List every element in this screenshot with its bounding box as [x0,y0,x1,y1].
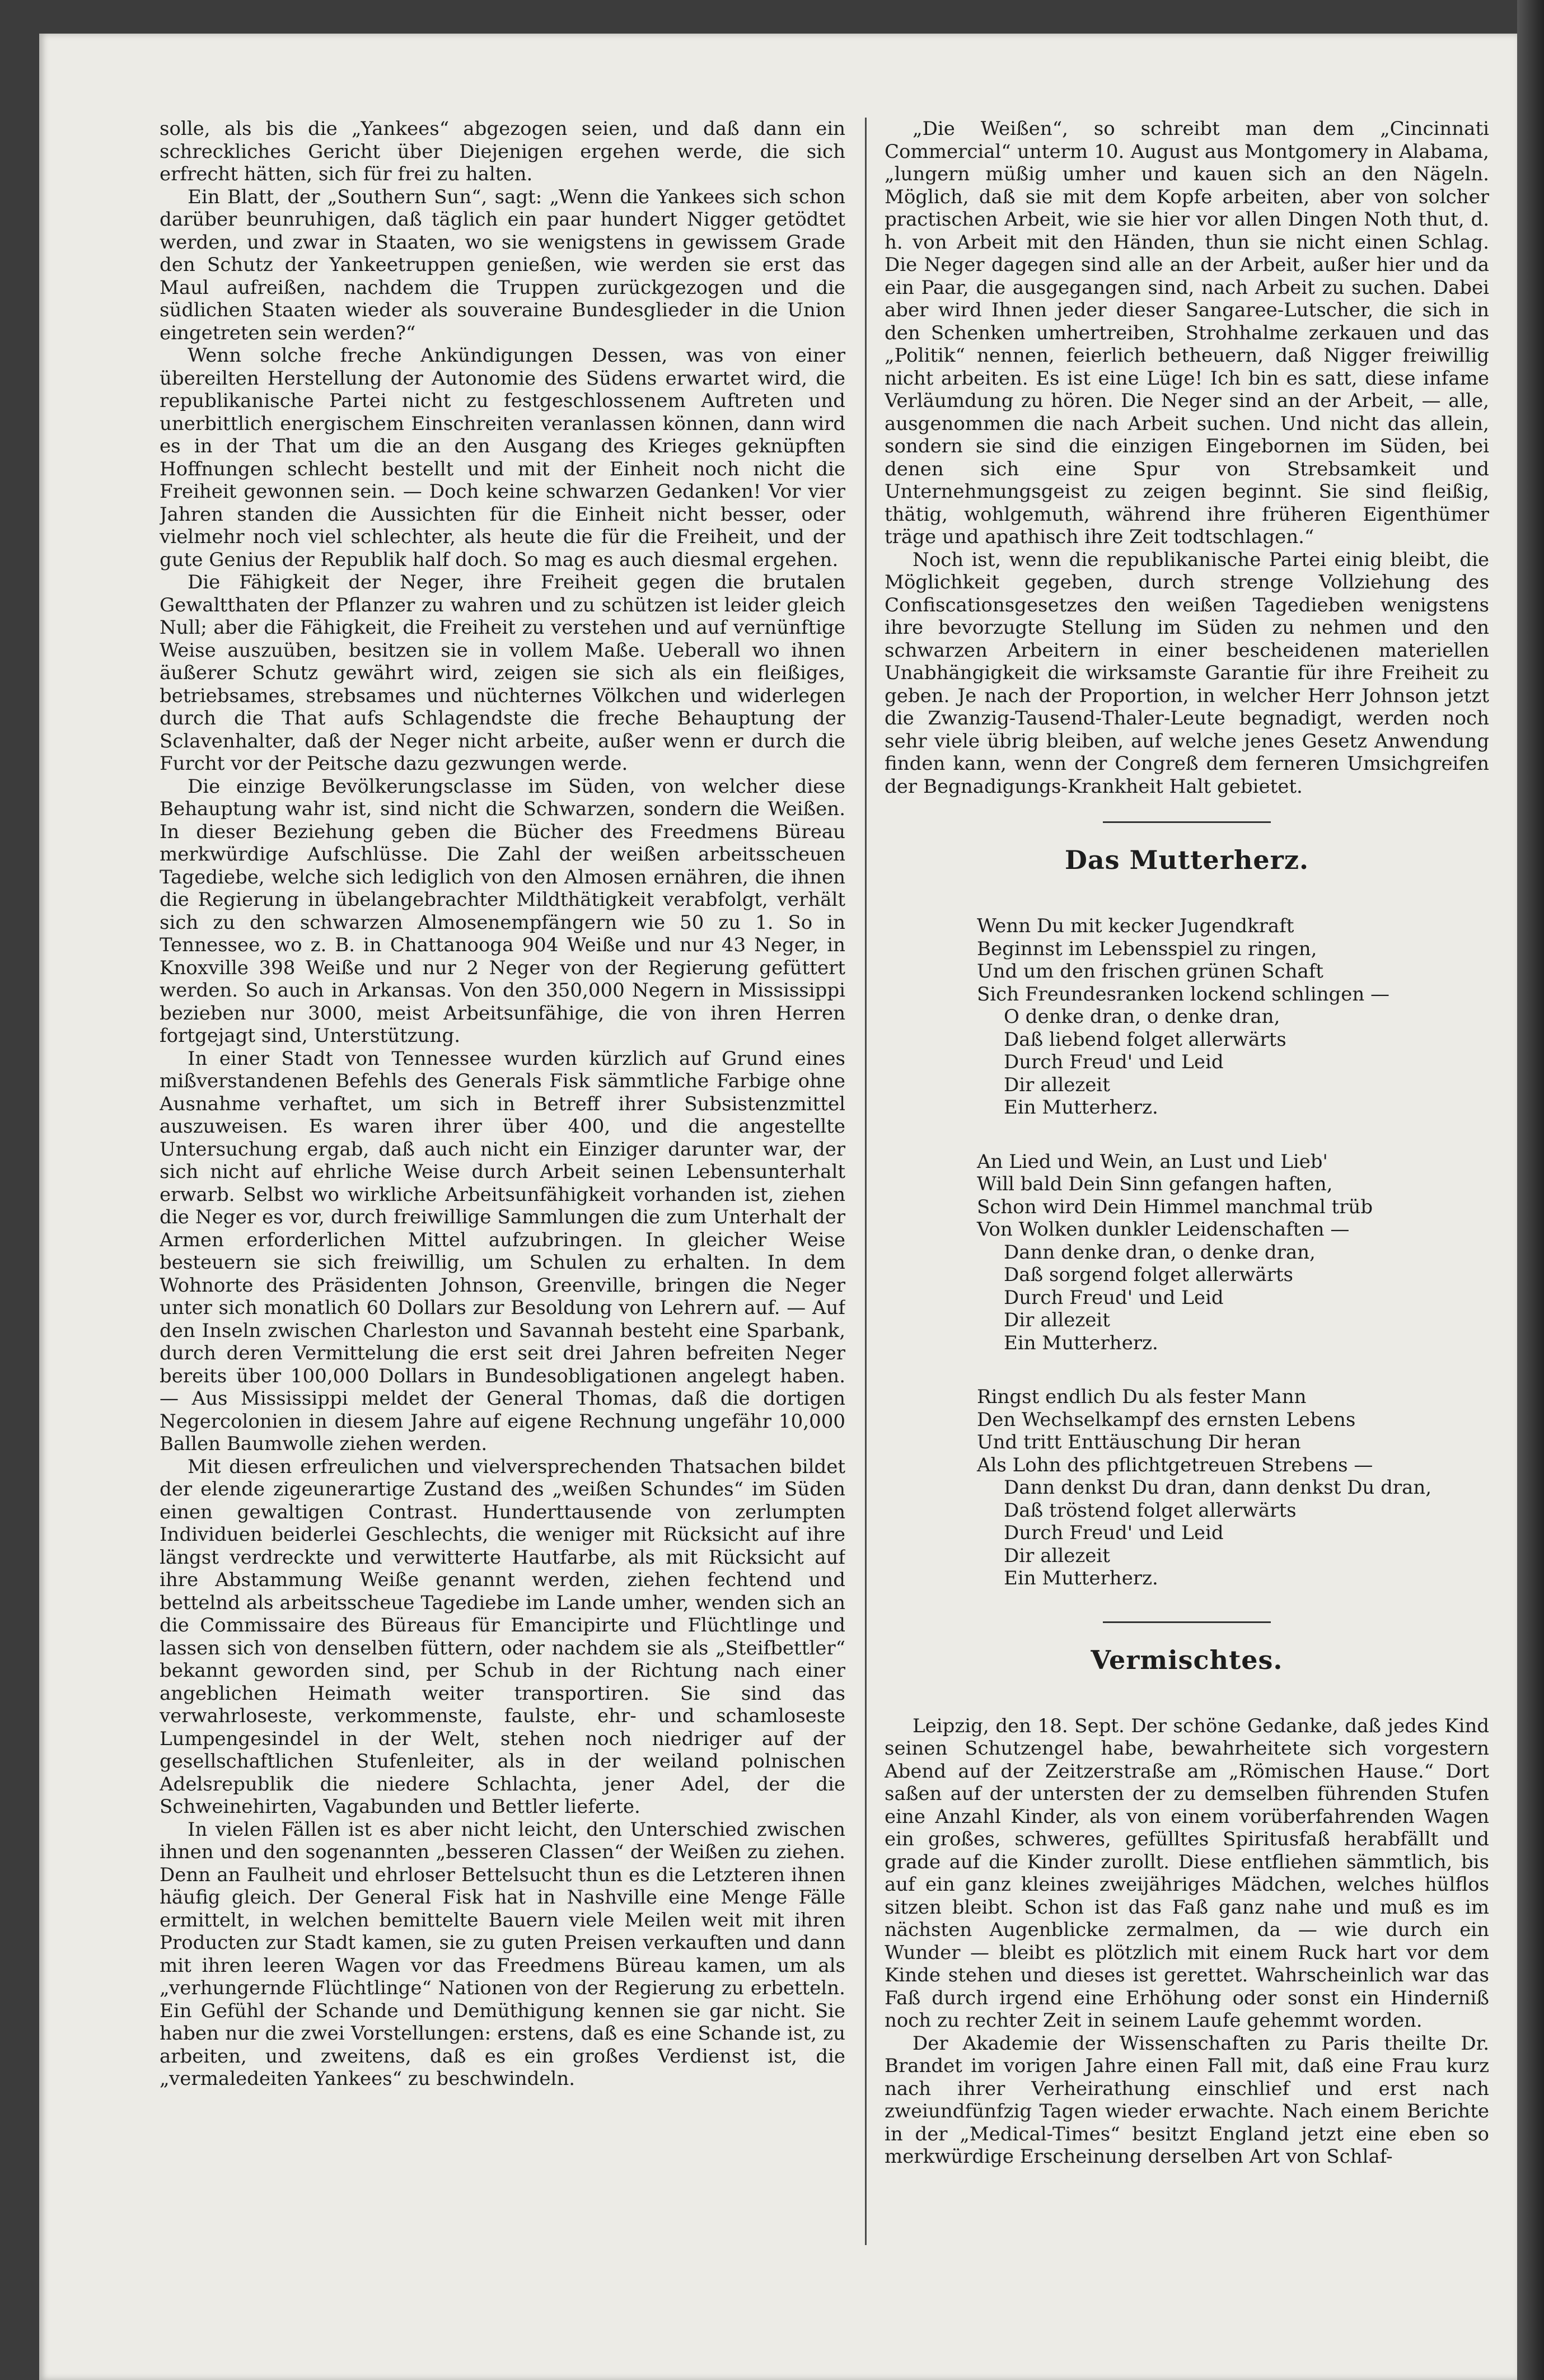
poem-stanza [977,1386,1489,1590]
poem-line: Dann denke dran, o denke dran, [1004,1241,1316,1264]
poem-line: Dir allezeit [1004,1073,1110,1096]
poem-line: Dir allezeit [1004,1309,1110,1331]
poem [977,915,1489,1590]
scan-edge [1517,0,1544,2380]
poem-stanza [977,915,1489,1119]
poem-line: Daß sorgend folget allerwärts [1004,1264,1293,1286]
poem-line: An Lied und Wein, an Lust und Lieb' [977,1150,1328,1173]
poem-line: Dir allezeit [1004,1544,1110,1567]
paragraph: Die einzige Bevölkerungsclasse im Süden, von welcher diese Behauptung wahr ist, sind nicht die Schwarzen, sondern die Weißen. In dieser Beziehung geben die Bücher des Freedmens Büreau merkwürdige Aufschlüsse. Die Zahl der weißen arbeitsscheuen Tagediebe, welche sich lediglich von den Almosen ernähren, die ihnen die Regierung in übelangebrachter Mildthätigkeit verabfolgt, verhält sich zu den schwarzen Almosenempfängern wie 50 zu 1. So in Tennessee, wo z. B. in Chattanooga 904 Weiße und nur 43 Neger, in Knoxville 398 Weiße und nur 2 Neger von der Regierung gefüttert werden. So auch in Arkansas. Von den 350,000 Negern in Mississippi bezieben nur 3000, meist Arbeitsunfähige, die von ihren Herren fortgejagt sind, Unterstützung. [160,775,845,1047]
paragraph: Wenn solche freche Ankündigungen Dessen, was von einer übereilten Herstellung der Autonomie des Südens erwartet wird, die republikanische Partei nicht zu festgeschlossenem Auftreten und unerbittlich energischem Einschreiten veranlassen können, dann wird es in der That um die an den Ausgang des Krieges geknüpften Hoffnungen schlecht bestellt und mit der Einheit noch nicht die Freiheit gewonnen sein. — Doch keine schwarzen Gedanken! Vor vier Jahren standen die Aussichten für die Einheit nicht besser, oder vielmehr noch viel schlechter, als heute die für die Freiheit, und der gute Genius der Republik half doch. So mag es auch diesmal ergehen. [160,344,845,571]
paragraph: „Die Weißen“, so schreibt man dem „Cincinnati Commercial“ unterm 10. August aus Montgomery in Alabama, „lungern müßig umher und kauen sich an den Nägeln. Möglich, daß sie mit dem Kopfe arbeiten, aber von solcher practischen Arbeit, wie sie hier vor allen Dingen Noth thut, d. h. von Arbeit mit den Händen, thun sie nicht einen Schlag. Die Neger dagegen sind alle an der Arbeit, außer hier und da ein Paar, die ausgegangen sind, nach Arbeit zu suchen. Dabei aber wird Ihnen jeder dieser Sangaree-Lutscher, die sich in den Schenken umhertreiben, Strohhalme zerkauen und das „Politik“ nennen, feierlich betheuern, daß Nigger freiwillig nicht arbeiten. Es ist eine Lüge! Ich bin es satt, diese infame Verläumdung zu hören. Die Neger sind an der Arbeit, — alle, ausgenommen die nach Arbeit suchen. Und nicht das allein, sondern sie sind die einzigen Eingebornen im Süden, bei denen sich eine Spur von Strebsamkeit und Unternehmungsgeist zu zeigen beginnt. Sie sind fleißig, thätig, wohlgemuth, während ihre früheren Eigenthümer träge und apathisch ihre Zeit todtschlagen.“ [885,118,1489,548]
poem-line: Daß tröstend folget allerwärts [1004,1499,1297,1522]
paragraph: Ein Blatt, der „Southern Sun“, sagt: „Wenn die Yankees sich schon darüber beunruhigen, daß täglich ein paar hundert Nigger getödtet werden, und zwar in Staaten, wo sie wenigstens in gewissem Grade den Schutz der Yankeetruppen genießen, wie werden sie erst das Maul aufreißen, nachdem die Truppen zurückgezogen und die südlichen Staaten wieder als souveraine Bundesglieder in die Union eingetreten sein werden?“ [160,185,845,344]
poem-line: Beginnst im Lebensspiel zu ringen, [977,937,1317,960]
paragraph: Leipzig, den 18. Sept. Der schöne Gedanke, daß jedes Kind seinen Schutzengel habe, bewahrheitete sich vorgestern Abend auf der Zeitzerstraße am „Römischen Hause.“ Dort saßen auf der untersten der zu demselben führenden Stufen eine Anzahl Kinder, als von einem vorüberfahrenden Wagen ein großes, schweres, gefülltes Spiritusfaß herabfällt und grade auf die Kinder zurollt. Diese entfliehen sämmtlich, bis auf ein ganz kleines zweijähriges Mädchen, welches hülflos sitzen bleibt. Schon ist das Faß ganz nahe und muß es im nächsten Augenblicke zermalmen, da — wie durch ein Wunder — bleibt es plötzlich mit einem Ruck hart vor dem Kinde stehen und dieses ist gerettet. Wahrscheinlich war das Faß durch irgend eine Erhöhung oder sonst ein Hinderniß noch zu rechter Zeit in seinem Laufe gehemmt worden. [885,1714,1489,2032]
poem-line: Durch Freud' und Leid [1004,1051,1224,1073]
poem-line: Den Wechselkampf des ernsten Lebens [977,1408,1356,1431]
poem-line: Will bald Dein Sinn gefangen haften, [977,1173,1333,1195]
poem-line: Und um den frischen grünen Schaft [977,960,1323,983]
poem-line: Schon wird Dein Himmel manchmal trüb [977,1195,1373,1218]
paragraph: In einer Stadt von Tennessee wurden kürzlich auf Grund eines mißverstandenen Befehls des Generals Fisk sämmtliche Farbige ohne Ausnahme verhaftet, um sich in Betreff ihrer Subsistenzmittel auszuweisen. Es waren ihrer über 400, und die angestellte Untersuchung ergab, daß auch nicht ein Einziger darunter war, der sich nicht auf ehrliche Weise durch Arbeit seinen Lebensunterhalt erwarb. Selbst wo wirkliche Arbeitsunfähigkeit vorhanden ist, ziehen die Neger es vor, durch freiwillige Sammlungen die zum Unterhalt der Armen erforderlichen Mittel aufzubringen. In gleicher Weise besteuern sie sich freiwillig, um Schulen zu erhalten. In dem Wohnorte des Präsidenten Johnson, Greenville, bringen die Neger unter sich monatlich 60 Dollars zur Besoldung von Lehrern auf. — Auf den Inseln zwischen Charleston und Savannah besteht eine Sparbank, durch deren Vermittelung die erst seit drei Jahren befreiten Neger bereits über 100,000 Dollars in Bundesobligationen angelegt haben. — Aus Mississippi meldet der General Thomas, daß die dortigen Negercolonien in diesem Jahre auf eigene Rechnung ungefähr 10,000 Ballen Baumwolle ziehen werden. [160,1047,845,1455]
paragraph: Die Fähigkeit der Neger, ihre Freiheit gegen die brutalen Gewaltthaten der Pflanzer zu wahren und zu schützen ist leider gleich Null; aber die Fähigkeit, die Freiheit zu verstehen und auf vernünftige Weise auszuüben, besitzen sie in vollem Maße. Ueberall wo ihnen äußerer Schutz gewährt wird, zeigen sie sich als ein fleißiges, betriebsames, strebsames und nüchternes Völkchen und widerlegen durch die That aufs Schlagendste die freche Behauptung der Sclavenhalter, daß der Neger nicht arbeite, außer wenn er durch die Furcht vor der Peitsche dazu gezwungen werde. [160,571,845,775]
section-rule [1103,821,1271,823]
poem-line: Dann denkst Du dran, dann denkst Du dran, [1004,1476,1432,1499]
misc-title: Vermischtes. [1091,1644,1283,1675]
paragraph: Noch ist, wenn die republikanische Partei einig bleibt, die Möglichkeit gegeben, durch strenge Vollziehung des Confiscationsgesetzes den weißen Tagedieben wenigstens ihre bevorzugte Stellung im Süden zu nehmen und den schwarzen Arbeitern in einer bescheidenen materiellen Unabhängigkeit die wirksamste Garantie für ihre Freiheit zu geben. Je nach der Proportion, in welcher Herr Johnson jetzt die Zwanzig-Tausend-Thaler-Leute begnadigt, werden noch sehr viele übrig bleiben, auf welche jenes Gesetz Anwendung finden kann, wenn der Congreß dem ferneren Umsichgreifen der Begnadigungs-Krankheit Halt gebietet. [885,548,1489,798]
poem-line: Ringst endlich Du als fester Mann [977,1386,1307,1408]
paragraph: Der Akademie der Wissenschaften zu Paris theilte Dr. Brandet im vorigen Jahre einen Fall mit, daß eine Frau kurz nach ihrer Verheirathung einschlief und erst nach zweiundfünfzig Tagen wieder erwachte. Nach einem Berichte in der „Medical-Times“ besitzt England jetzt eine eben so merkwürdige Erscheinung derselben Art von Schlaf- [885,2032,1489,2168]
poem-line: Und tritt Enttäuschung Dir heran [977,1431,1301,1453]
paragraph: In vielen Fällen ist es aber nicht leicht, den Unterschied zwischen ihnen und den sogenannten „besseren Classen“ der Weißen zu ziehen. Denn an Faulheit und ehrloser Bettelsucht thun es die Letzteren ihnen häufig gleich. Der General Fisk hat in Nashville eine Menge Fälle ermittelt, in welchen bemittelte Bauern viele Meilen weit mit ihren Producten zur Stadt kamen, sie zu guten Preisen verkauften und dann mit ihren leeren Wagen vor das Freedmens Büreau kamen, um als „verhungernde Flüchtlinge“ Nationen von der Regierung zu erbetteln. Ein Gefühl der Schande und Demüthigung kennen sie gar nicht. Sie haben nur die zwei Vorstellungen: erstens, daß es eine Schande ist, zu arbeiten, und zweitens, daß es ein großes Verdienst ist, die „vermaledeiten Yankees“ zu beschwindeln. [160,1818,845,2090]
poem-line: Durch Freud' und Leid [1004,1522,1224,1544]
poem-line: Wenn Du mit kecker Jugendkraft [977,915,1294,937]
poem-line: O denke dran, o denke dran, [1004,1006,1280,1028]
section-rule [1103,1621,1271,1623]
paragraph: solle, als bis die „Yankees“ abgezogen seien, und daß dann ein schreckliches Gericht über Diejenigen ergehen werde, die sich erfrecht hätten, sich für frei zu halten. [160,118,845,185]
right-column [885,118,1489,2329]
poem-line: Durch Freud' und Leid [1004,1286,1224,1309]
poem-title: Das Mutterherz. [1064,845,1309,875]
poem-line: Von Wolken dunkler Leidenschaften — [977,1218,1350,1241]
poem-line: Ein Mutterherz. [1004,1567,1158,1589]
poem-line: Als Lohn des pflichtgetreuen Strebens — [977,1453,1373,1476]
poem-stanza [977,1151,1489,1355]
poem-line: Sich Freundesranken lockend schlingen — [977,983,1390,1006]
poem-line: Ein Mutterherz. [1004,1331,1158,1354]
left-column [160,118,845,2245]
column-divider [865,118,867,2245]
poem-line: Ein Mutterherz. [1004,1096,1158,1119]
poem-line: Daß liebend folget allerwärts [1004,1028,1286,1051]
paragraph: Mit diesen erfreulichen und vielversprechenden Thatsachen bildet der elende zigeunerartige Zustand des „weißen Schundes“ im Süden einen gewaltigen Contrast. Hunderttausende von zerlumpten Individuen beiderlei Geschlechts, die weniger mit Rücksicht auf ihre längst verdreckte und verwitterte Hautfarbe, als mit Rücksicht auf ihre Abstammung Weiße genannt werden, ziehen fechtend und bettelnd als arbeitsscheue Tagediebe im Lande umher, wenden sich an die Commissaire des Büreaus für Emancipirte und Flüchtlinge und lassen sich von denselben füttern, oder nachdem sie als „Steifbettler“ bekannt geworden sind, per Schub in der Richtung nach einer angeblichen Heimath weiter transportiren. Sie sind das verwahrloseste, verkommenste, faulste, ehr- und schamloseste Lumpengesindel in der Welt, stehen noch niedriger auf der gesellschaftlichen Stufenleiter, als in der weiland polnischen Adelsrepublik die niedere Schlachta, jener Adel, der die Schweinehirten, Vagabunden und Bettler lieferte. [160,1455,845,1818]
